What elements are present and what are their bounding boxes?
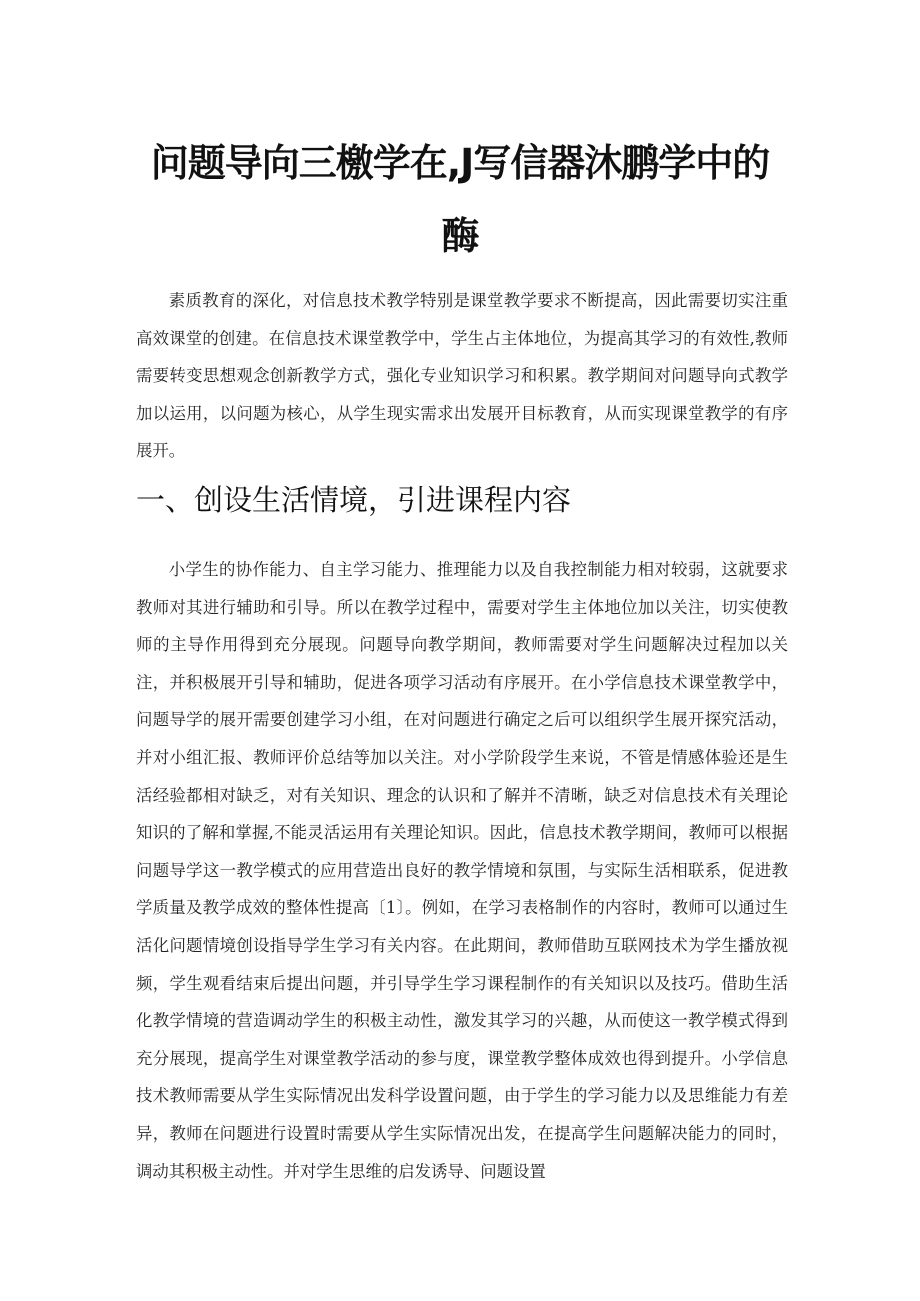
- document-title-line-1: 问题导向三檄学在,J写信器沐鹏学中的: [150, 141, 770, 185]
- section-1-heading: 一、创设生活情境，引进课程内容: [136, 483, 572, 517]
- section-1-paragraph: 小学生的协作能力、自主学习能力、推理能力以及自我控制能力相对较弱，这就要求教师对其进行辅助和引导。所以在教学过程中，需要对学生主体地位加以关注，切实使教师的主导作用得到充分展现。问题导向教学期间，教师需要对学生问题解决过程加以关注，并积极展开引导和辅助，促进各项学习活动有序展开。在小学信息技术课堂教学中，问题导学的展开需要创建学习小组，在对问题进行确定之后可以组织学生展开探究活动，并对小组汇报、教师评价总结等加以关注。对小学阶段学生来说，不管是情感体验还是生活经验都相对缺乏，对有关知识、理念的认识和了解并不清晰，缺乏对信息技术有关理论知识的了解和掌握,不能灵活运用有关理论知识。因此，信息技术教学期间，教师可以根据问题导学这一教学模式的应用营造出良好的教学情境和氛围，与实际生活相联系，促进教学质量及教学成效的整体性提高〔1〕。例如，在学习表格制作的内容时，教师可以通过生活化问题情境创设指导学生学习有关内容。在此期间，教师借助互联网技术为学生播放视频，学生观看结束后提出问题，并引导学生学习课程制作的有关知识以及技巧。借助生活化教学情境的营造调动学生的积极主动性，激发其学习的兴趣，从而使这一教学模式得到充分展现，提高学生对课堂教学活动的参与度，课堂教学整体成效也得到提升。小学信息技术教师需要从学生实际情况出发科学设置问题，由于学生的学习能力以及思维能力有差异，教师在问题进行设置时需要从学生实际情况出发，在提高学生问题解决能力的同时，调动其积极主动性。并对学生思维的启发诱导、问题设置: [136, 560, 788, 1181]
- document-title-line-2: 酶: [441, 214, 479, 258]
- intro-paragraph: 素质教育的深化，对信息技术教学特别是课堂教学要求不断提高，因此需要切实注重高效课堂的创建。在信息技术课堂教学中，学生占主体地位，为提高其学习的有效性,教师需要转变思想观念创新教学方式，强化专业知识学习和积累。教学期间对问题导向式教学加以运用，以问题为核心，从学生现实需求出发展开目标教育，从而实现课堂教学的有序展开。: [136, 291, 788, 461]
